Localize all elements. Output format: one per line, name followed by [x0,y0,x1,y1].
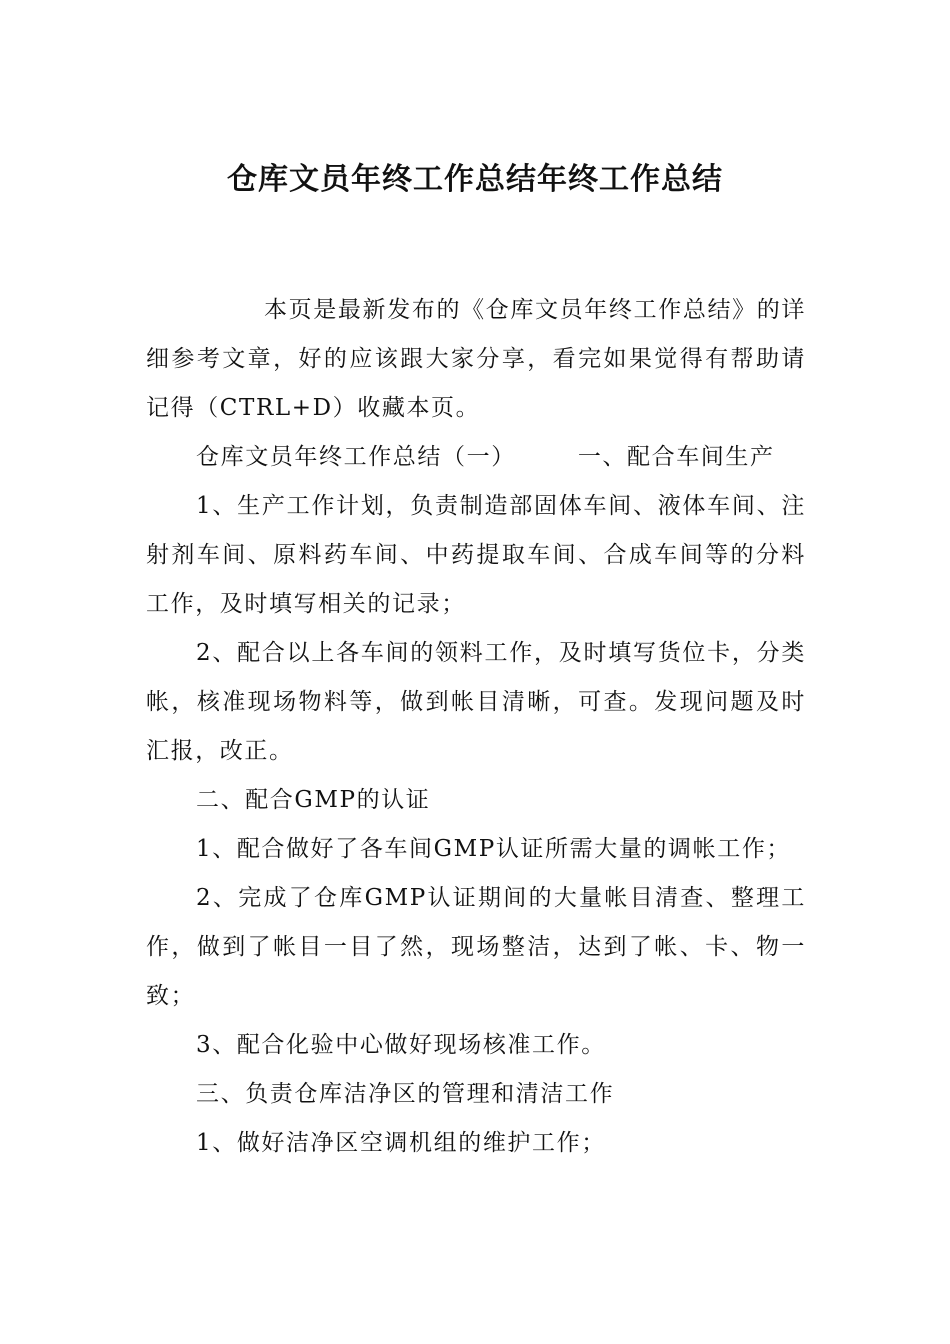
paragraph-7: 三、负责仓库洁净区的管理和清洁工作 [196,1081,615,1107]
document-title: 仓库文员年终工作总结年终工作总结 [227,162,723,197]
section-heading-title: 仓库文员年终工作总结（一） [196,444,516,470]
intro-paragraph: 本页是最新发布的《仓库文员年终工作总结》的详细参考文章，好的应该跟大家分享，看完如果觉得有帮助请记得（CTRL+D）收藏本页。 [146,297,806,421]
paragraph-6: 3、配合化验中心做好现场核准工作。 [196,1032,606,1058]
paragraph-1: 1、生产工作计划，负责制造部固体车间、液体车间、注射剂车间、原料药车间、中药提取车间、合成车间等的分料工作，及时填写相关的记录； [146,493,806,617]
paragraph-5: 2、完成了仓库GMP认证期间的大量帐目清查、整理工作，做到了帐目一目了然，现场整洁，达到了帐、卡、物一致； [146,885,806,1009]
paragraph-3: 二、配合GMP的认证 [196,787,431,813]
paragraph-8: 1、做好洁净区空调机组的维护工作； [196,1130,606,1156]
document-body [146,286,806,1168]
section-heading-item: 一、配合车间生产 [577,444,775,470]
paragraph-4: 1、配合做好了各车间GMP认证所需大量的调帐工作； [196,836,792,862]
paragraph-2: 2、配合以上各车间的领料工作，及时填写货位卡，分类帐，核准现场物料等，做到帐目清晰，可查。发现问题及时汇报，改正。 [146,640,806,764]
section-heading-line [146,433,806,482]
